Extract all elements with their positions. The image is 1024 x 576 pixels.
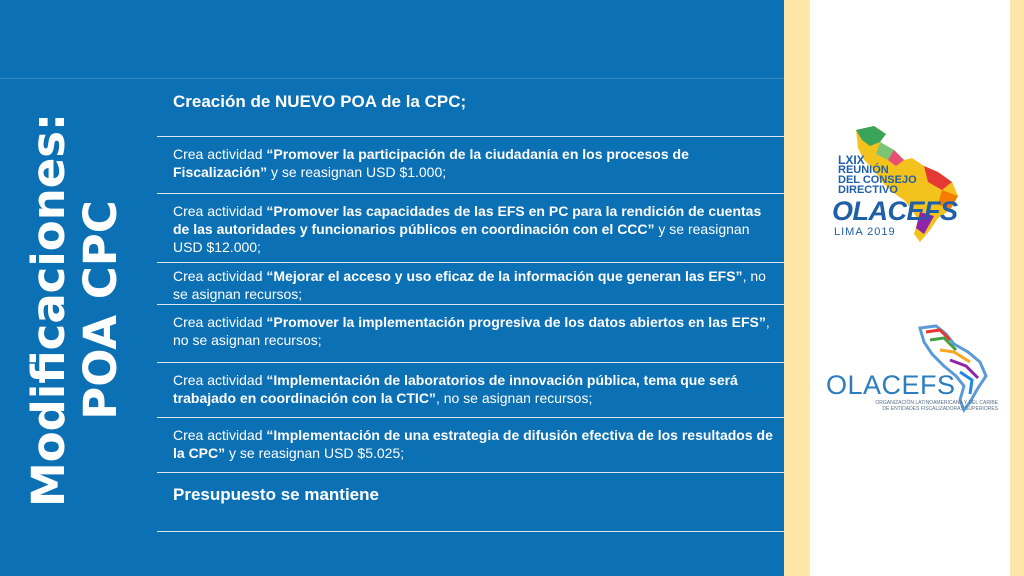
vertical-title (0, 80, 150, 576)
list-item (157, 363, 784, 418)
logo2-subtitle: ORGANIZACIÓN LATINOAMERICANA Y DEL CARIBE DE ENTIDADES FISCALIZADORAS SUPERIORES (875, 400, 998, 412)
list-item (157, 194, 784, 263)
heading-row (157, 80, 784, 137)
title-line-1: Modificaciones: (22, 112, 75, 508)
logo1-subtitle: LIMA 2019 (834, 226, 896, 238)
list-item (157, 263, 784, 305)
list-item-text: Crea actividad “Promover las capacidades de las EFS en PC para la rendición de cuentas de las autoridades y funcionarios públicos en coordinación con el CCC” y se reasignan USD $12.000; (173, 203, 762, 255)
logo-panel (810, 0, 1010, 576)
list-item-text: Crea actividad “Implementación de una estrategia de difusión efectiva de los resultados de la CPC” y se reasignan USD $5.025; (173, 427, 773, 461)
logo1-reunion-text: LXIX REUNIÓN DEL CONSEJO DIRECTIVO (838, 153, 917, 196)
list-item-text: Crea actividad “Mejorar el acceso y uso eficaz de la información que generan las EFS”, no se asignan recursos; (173, 268, 766, 302)
vertical-title-text (23, 113, 127, 507)
accent-stripe-right (1010, 0, 1024, 576)
list-item (157, 418, 784, 473)
list-item (157, 137, 784, 194)
logo1-brand: OLACEFS (832, 196, 958, 226)
heading-text: Creación de NUEVO POA de la CPC; (173, 92, 467, 111)
accent-stripe (784, 0, 810, 576)
list-item (157, 305, 784, 363)
list-item-text: Crea actividad “Promover la participación de la ciudadanía en los procesos de Fiscalización” y se reasignan USD $1.000; (173, 146, 689, 180)
top-divider (0, 78, 784, 79)
footer-row (157, 473, 784, 532)
list-item-text: Crea actividad “Implementación de laboratorios de innovación pública, tema que será trabajado en coordinación con la CTIC”, no se asignan recursos; (173, 372, 738, 406)
footer-text: Presupuesto se mantiene (173, 485, 379, 504)
logo2-brand: OLACEFS (826, 370, 956, 400)
list-item-text: Crea actividad “Promover la implementación progresiva de los datos abiertos en las EFS”, no se asignan recursos; (173, 314, 770, 348)
title-line-2: POA CPC (74, 200, 127, 420)
